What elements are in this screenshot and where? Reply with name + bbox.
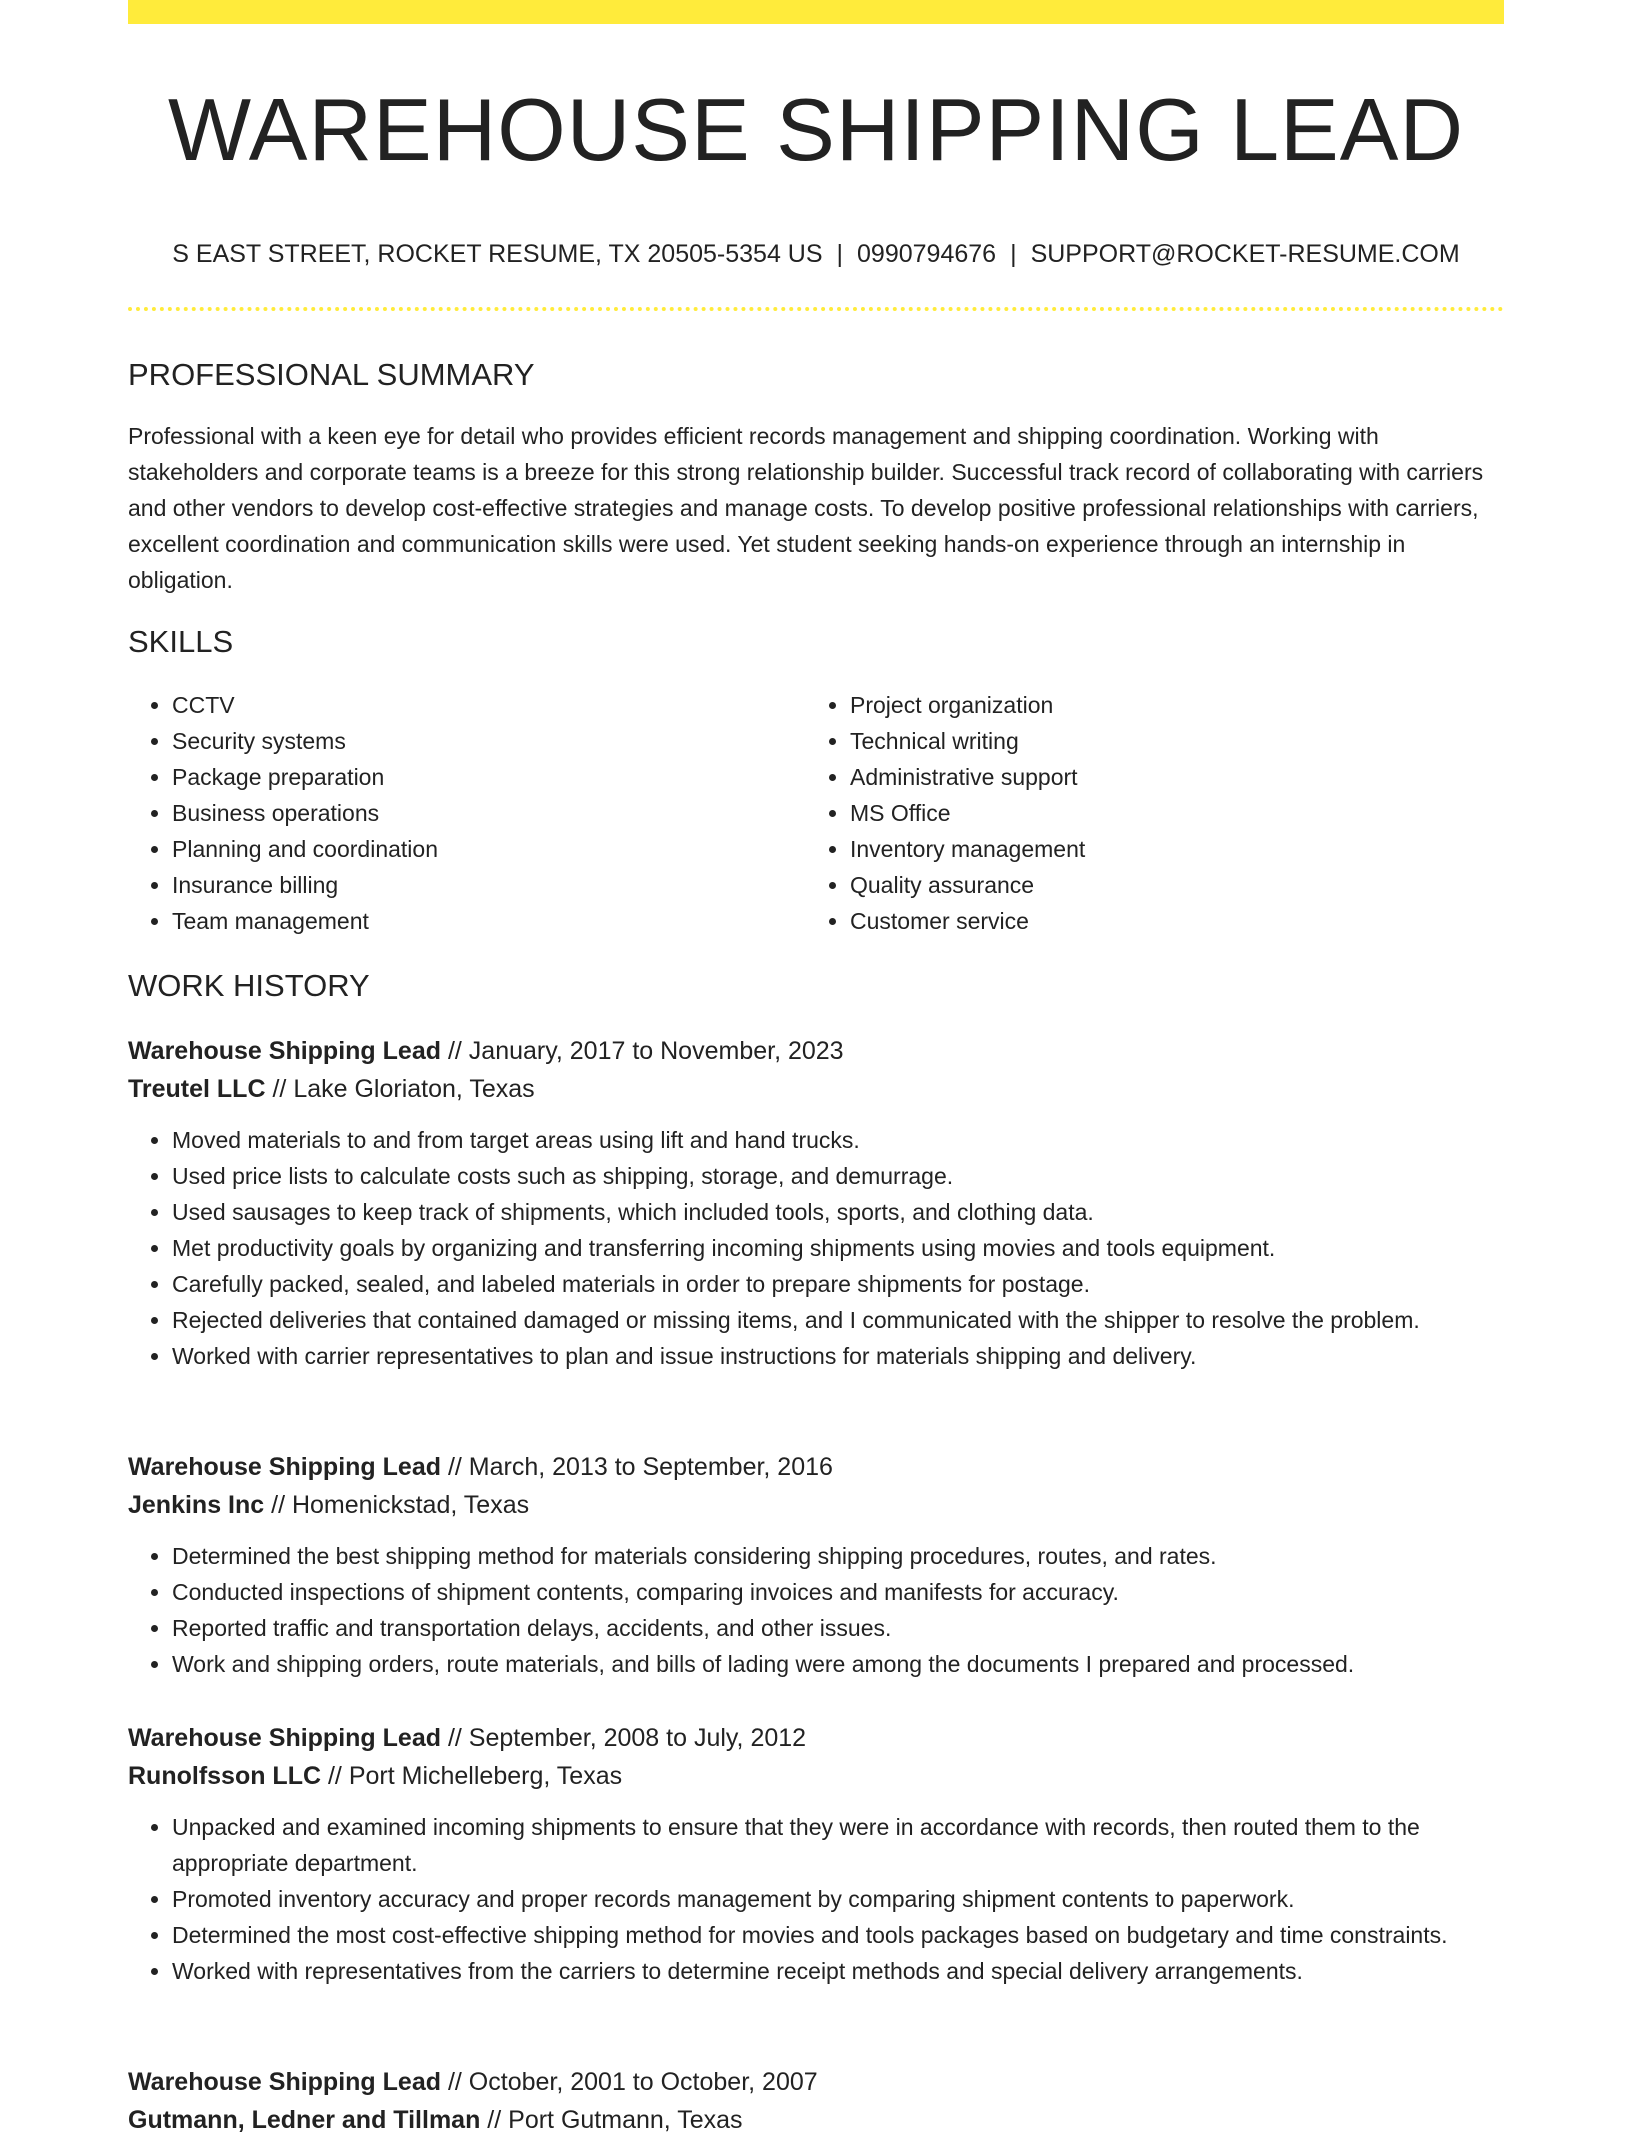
job-company: Gutmann, Ledner and Tillman (128, 2106, 481, 2134)
resume-title: WAREHOUSE SHIPPING LEAD (168, 80, 1464, 179)
job-separator: // (441, 1724, 469, 1752)
job-title: Warehouse Shipping Lead (128, 2068, 441, 2096)
job-company-line (128, 1757, 1504, 1795)
job-separator: // (264, 1491, 292, 1519)
job-dates: January, 2017 to November, 2023 (468, 1037, 844, 1065)
skills-heading: SKILLS (128, 624, 234, 659)
job-separator: // (265, 1075, 294, 1103)
job-separator: // (321, 1762, 349, 1790)
job-entry (128, 2063, 1504, 2139)
list-item: • Unpacked and examined incoming shipments to ensure that they were in accordance with records, then routed them to the appropriate department. (172, 1809, 1504, 1881)
list-item: • Technical writing (850, 723, 1486, 759)
header-divider (128, 307, 1504, 311)
list-item: • Customer service (850, 903, 1486, 939)
job-separator: // (480, 2106, 509, 2134)
job-separator: // (441, 1037, 469, 1065)
job-entry (128, 1719, 1504, 1989)
job-location: Port Michelleberg, Texas (348, 1762, 623, 1790)
job-title: Warehouse Shipping Lead (128, 1453, 441, 1481)
skills-column-left (128, 687, 808, 939)
skills-column-right (806, 687, 1486, 939)
list-item: • Moved materials to and from target areas using lift and hand trucks. (172, 1122, 1504, 1158)
job-title-line (128, 1719, 1504, 1757)
work-history-heading: WORK HISTORY (128, 968, 370, 1003)
job-title-line (128, 1448, 1504, 1486)
job-dates: March, 2013 to September, 2016 (468, 1453, 833, 1481)
contact-separator: | (1010, 240, 1017, 268)
job-separator: // (441, 2068, 469, 2096)
list-item: • Package preparation (172, 759, 808, 795)
job-bullets (128, 1809, 1504, 1989)
list-item: • Project organization (850, 687, 1486, 723)
skills-list-left (128, 687, 808, 939)
list-item: • Administrative support (850, 759, 1486, 795)
job-title: Warehouse Shipping Lead (128, 1037, 441, 1065)
job-title-line (128, 1032, 1504, 1070)
list-item: • Worked with representatives from the carriers to determine receipt methods and special delivery arrangements. (172, 1953, 1504, 1989)
list-item: • Insurance billing (172, 867, 808, 903)
job-bullets (128, 1122, 1504, 1374)
job-title-line (128, 2063, 1504, 2101)
job-company-line (128, 1070, 1504, 1108)
contact-separator: | (836, 240, 844, 268)
summary-text: Professional with a keen eye for detail who provides efficient records management and shipping coordination. Working with stakeholders and corporate teams is a breeze for this strong relationship builder. Successful track record of collaborating with carriers and other vendors to develop cost-effective strategies and manage costs. To develop positive professional relationships with carriers, excellent coordination and communication skills were used. Yet student seeking hands-on experience through an internship in obligation. (128, 423, 1484, 593)
job-entry (128, 1448, 1504, 1682)
job-company: Runolfsson LLC (128, 1762, 322, 1790)
skills-list-right (806, 687, 1486, 939)
list-item: • Used price lists to calculate costs such as shipping, storage, and demurrage. (172, 1158, 1504, 1194)
list-item: • Promoted inventory accuracy and proper records management by comparing shipment contents to paperwork. (172, 1881, 1504, 1917)
list-item: • MS Office (850, 795, 1486, 831)
job-company-line (128, 1486, 1504, 1524)
list-item: • Determined the best shipping method for materials considering shipping procedures, routes, and rates. (172, 1538, 1504, 1574)
job-company: Treutel LLC (128, 1075, 266, 1103)
list-item: • Rejected deliveries that contained damaged or missing items, and I communicated with the shipper to resolve the problem. (172, 1302, 1504, 1338)
list-item: • Reported traffic and transportation delays, accidents, and other issues. (172, 1610, 1504, 1646)
list-item: • CCTV (172, 687, 808, 723)
job-location: Homenickstad, Texas (291, 1491, 530, 1519)
list-item: • Carefully packed, sealed, and labeled materials in order to prepare shipments for postage. (172, 1266, 1504, 1302)
list-item: • Work and shipping orders, route materials, and bills of lading were among the documents I prepared and processed. (172, 1646, 1504, 1682)
job-title: Warehouse Shipping Lead (128, 1724, 441, 1752)
list-item: • Security systems (172, 723, 808, 759)
list-item: • Determined the most cost-effective shipping method for movies and tools packages based on budgetary and time constraints. (172, 1917, 1504, 1953)
contact-email: SUPPORT@ROCKET-RESUME.COM (1030, 240, 1460, 268)
job-location: Lake Gloriaton, Texas (293, 1075, 535, 1103)
job-location: Port Gutmann, Texas (508, 2106, 743, 2134)
list-item: • Team management (172, 903, 808, 939)
list-item: • Quality assurance (850, 867, 1486, 903)
job-company-line (128, 2101, 1504, 2139)
list-item: • Conducted inspections of shipment contents, comparing invoices and manifests for accuracy. (172, 1574, 1504, 1610)
summary-heading: PROFESSIONAL SUMMARY (128, 357, 535, 392)
contact-phone: 0990794676 (857, 240, 997, 268)
list-item: • Inventory management (850, 831, 1486, 867)
job-bullets (128, 1538, 1504, 1682)
job-company: Jenkins Inc (128, 1491, 265, 1519)
list-item: • Business operations (172, 795, 808, 831)
job-entry (128, 1032, 1504, 1374)
job-separator: // (441, 1453, 469, 1481)
contact-line (128, 238, 1504, 270)
list-item: • Worked with carrier representatives to plan and issue instructions for materials shipping and delivery. (172, 1338, 1504, 1374)
list-item: • Met productivity goals by organizing and transferring incoming shipments using movies and tools equipment. (172, 1230, 1504, 1266)
job-dates: September, 2008 to July, 2012 (468, 1724, 807, 1752)
list-item: • Used sausages to keep track of shipments, which included tools, sports, and clothing data. (172, 1194, 1504, 1230)
accent-bar (128, 0, 1504, 24)
contact-address: S EAST STREET, ROCKET RESUME, TX 20505-5354 US (172, 240, 823, 268)
list-item: • Planning and coordination (172, 831, 808, 867)
job-dates: October, 2001 to October, 2007 (468, 2068, 818, 2096)
